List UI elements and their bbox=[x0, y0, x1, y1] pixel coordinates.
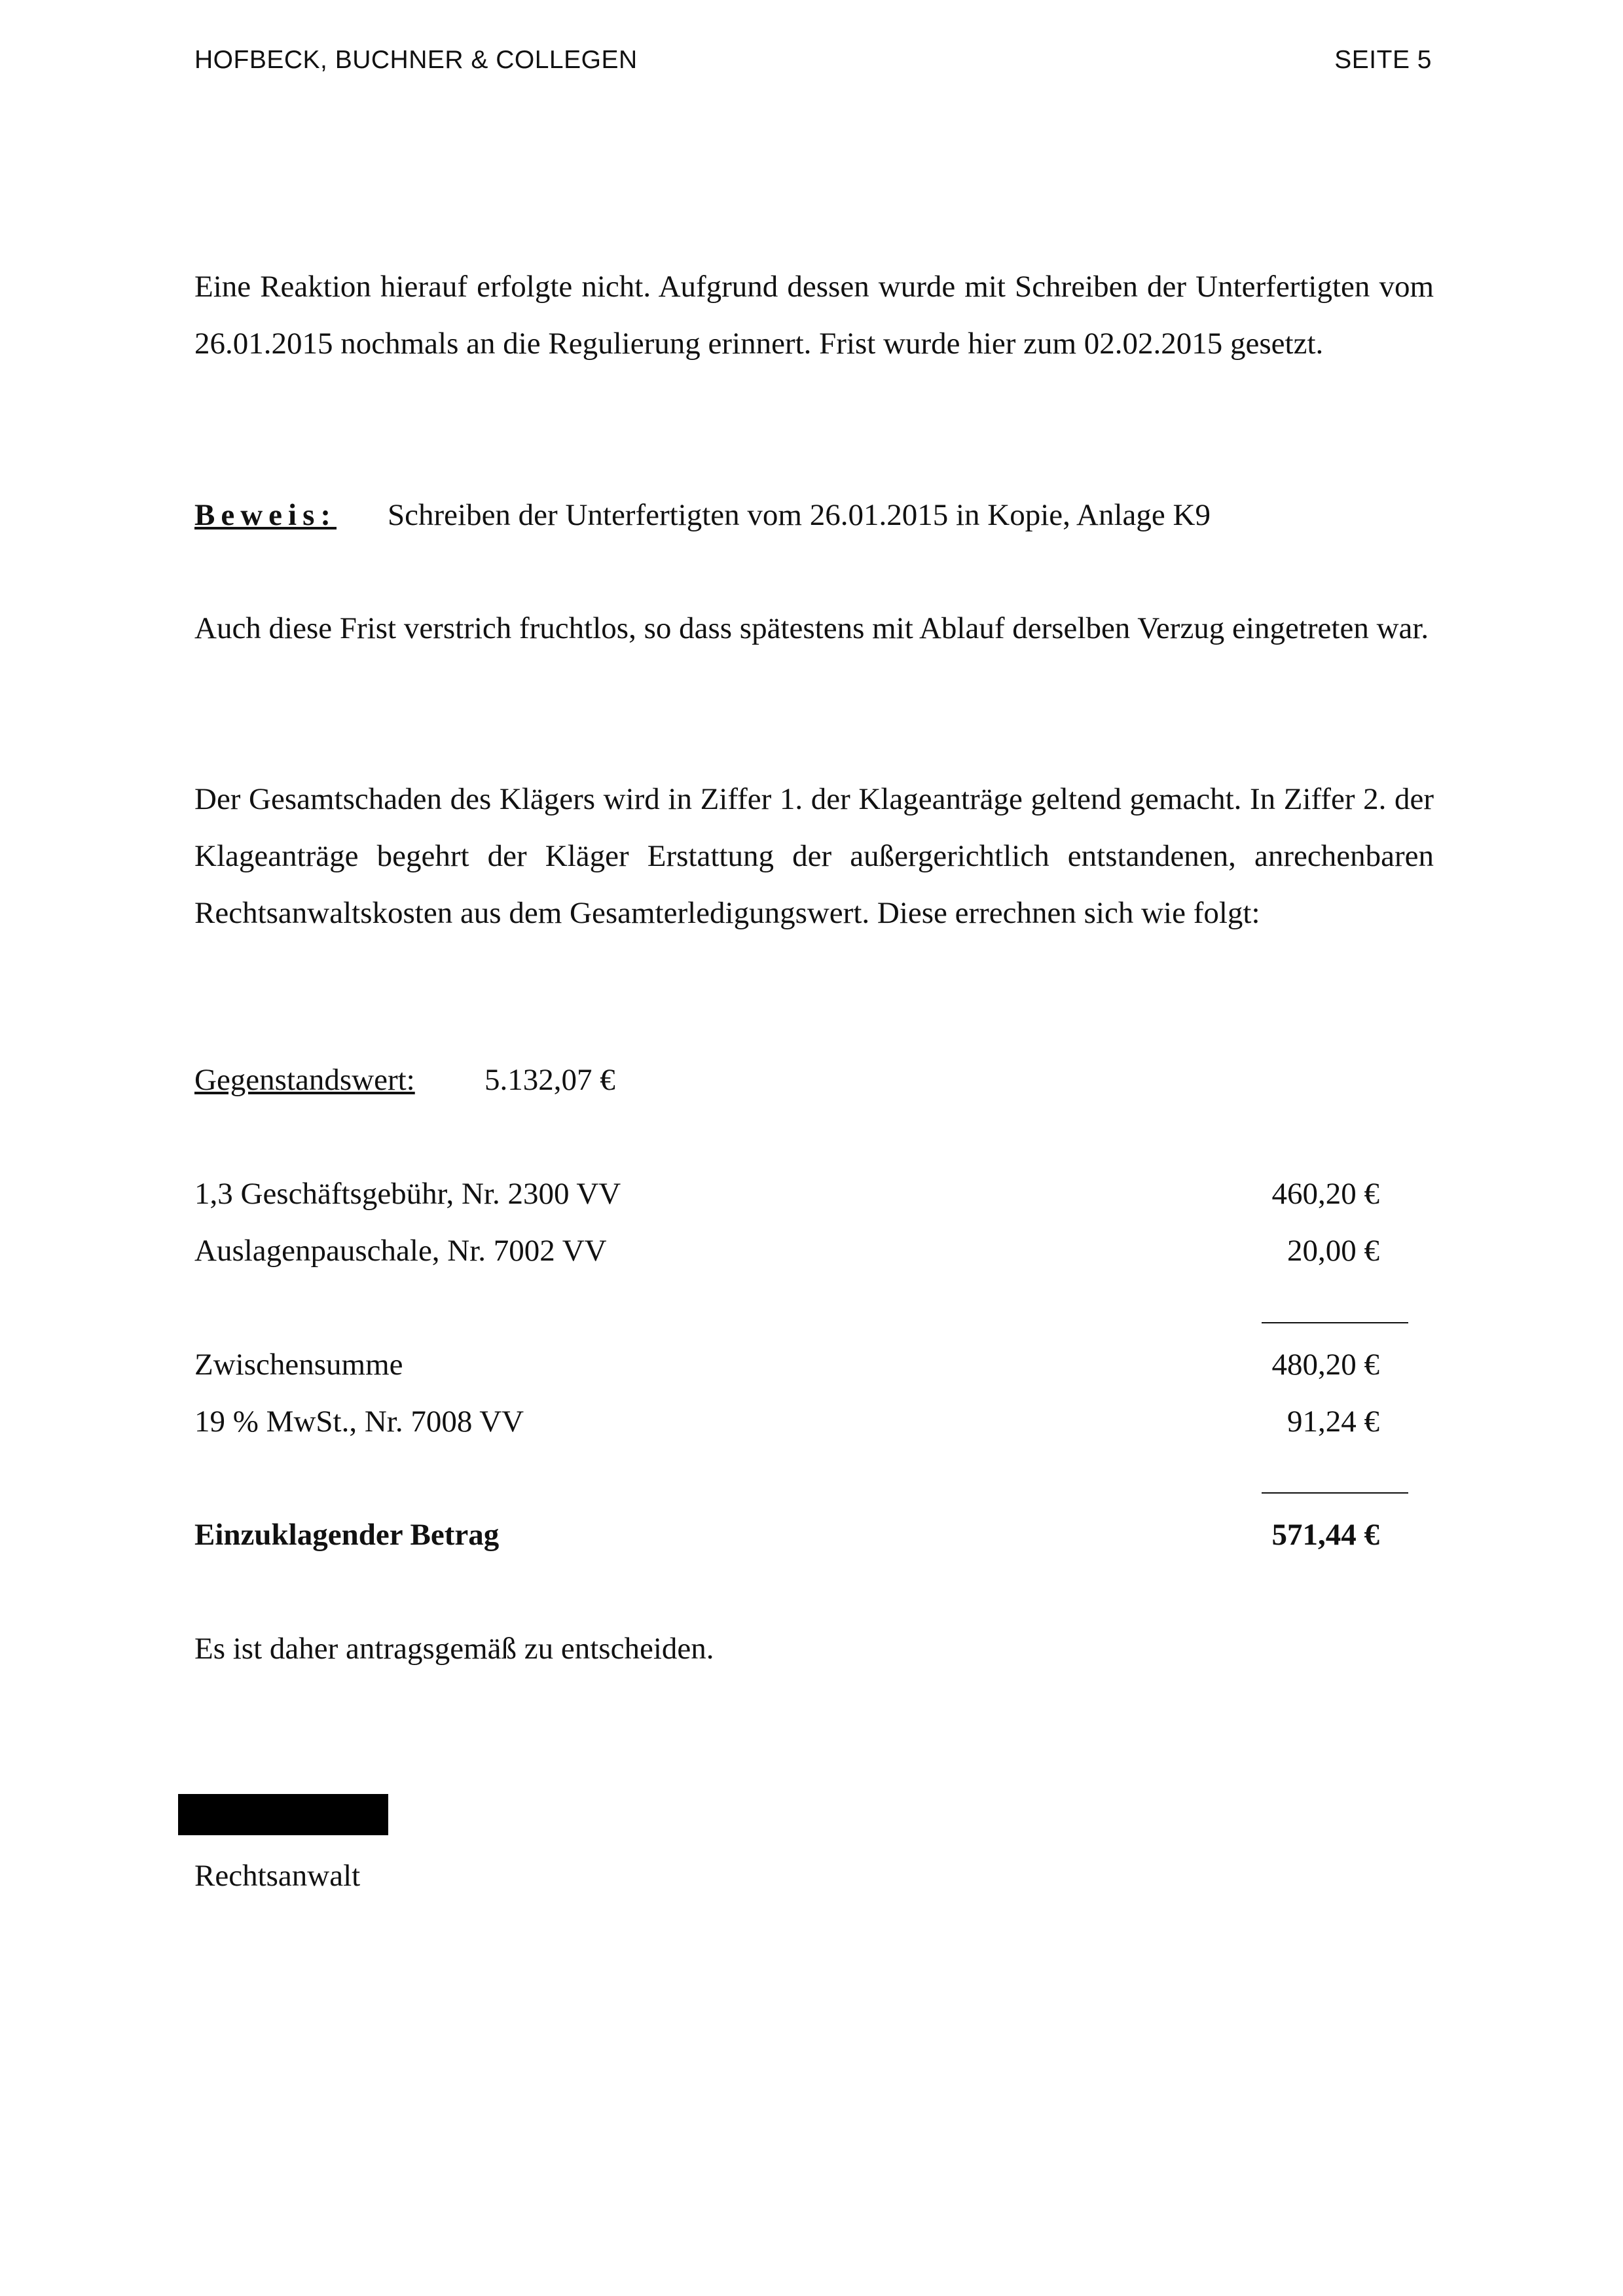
paragraph-default: Auch diese Frist verstrich fruchtlos, so dass spätestens mit Ablauf derselben Verzug eingetreten war. bbox=[194, 611, 1429, 645]
total-rule bbox=[1262, 1492, 1408, 1494]
calc-amount: 480,20 € bbox=[1271, 1348, 1379, 1382]
page-number: SEITE 5 bbox=[1334, 46, 1432, 74]
firm-name: HOFBECK, BUCHNER & COLLEGEN bbox=[194, 46, 638, 74]
signatory-title: Rechtsanwalt bbox=[194, 1859, 361, 1893]
subject-value-line bbox=[194, 1052, 615, 1109]
calc-label: Auslagenpauschale, Nr. 7002 VV bbox=[194, 1234, 607, 1268]
calc-label: 1,3 Geschäftsgebühr, Nr. 2300 VV bbox=[194, 1177, 621, 1211]
subject-value-amount: 5.132,07 € bbox=[484, 1063, 615, 1097]
total-amount: 571,44 € bbox=[1271, 1518, 1379, 1552]
total-label: Einzuklagender Betrag bbox=[194, 1518, 500, 1552]
paragraph-claim: Der Gesamtschaden des Klägers wird in Ziffer 1. der Klageanträge geltend gemacht. In Ziffer 2. der Klageanträge begehrt der Kläger Erstattung der außergerichtlich entstandenen, anrechenbaren Rechtsanwaltskosten aus dem Gesamterledigungswert. Diese errechnen sich wie folgt: bbox=[194, 782, 1434, 930]
calc-label: 19 % MwSt., Nr. 7008 VV bbox=[194, 1405, 524, 1439]
paragraph-reminder: Eine Reaktion hierauf erfolgte nicht. Aufgrund dessen wurde mit Schreiben der Unterfertigten vom 26.01.2015 nochmals an die Regulierung erinnert. Frist wurde hier zum 02.02.2015 gesetzt. bbox=[194, 270, 1434, 361]
closing-sentence: Es ist daher antragsgemäß zu entscheiden. bbox=[194, 1632, 714, 1666]
calc-amount: 91,24 € bbox=[1287, 1405, 1379, 1439]
calc-label: Zwischensumme bbox=[194, 1348, 403, 1382]
redacted-signature bbox=[178, 1794, 388, 1835]
evidence-line bbox=[194, 487, 1211, 544]
evidence-text: Schreiben der Unterfertigten vom 26.01.2015 in Kopie, Anlage K9 bbox=[388, 498, 1211, 532]
evidence-label: Beweis: bbox=[194, 498, 337, 532]
subtotal-rule bbox=[1262, 1322, 1408, 1323]
calc-amount: 460,20 € bbox=[1271, 1177, 1379, 1211]
subject-value-label: Gegenstandswert: bbox=[194, 1063, 415, 1097]
calc-amount: 20,00 € bbox=[1287, 1234, 1379, 1268]
